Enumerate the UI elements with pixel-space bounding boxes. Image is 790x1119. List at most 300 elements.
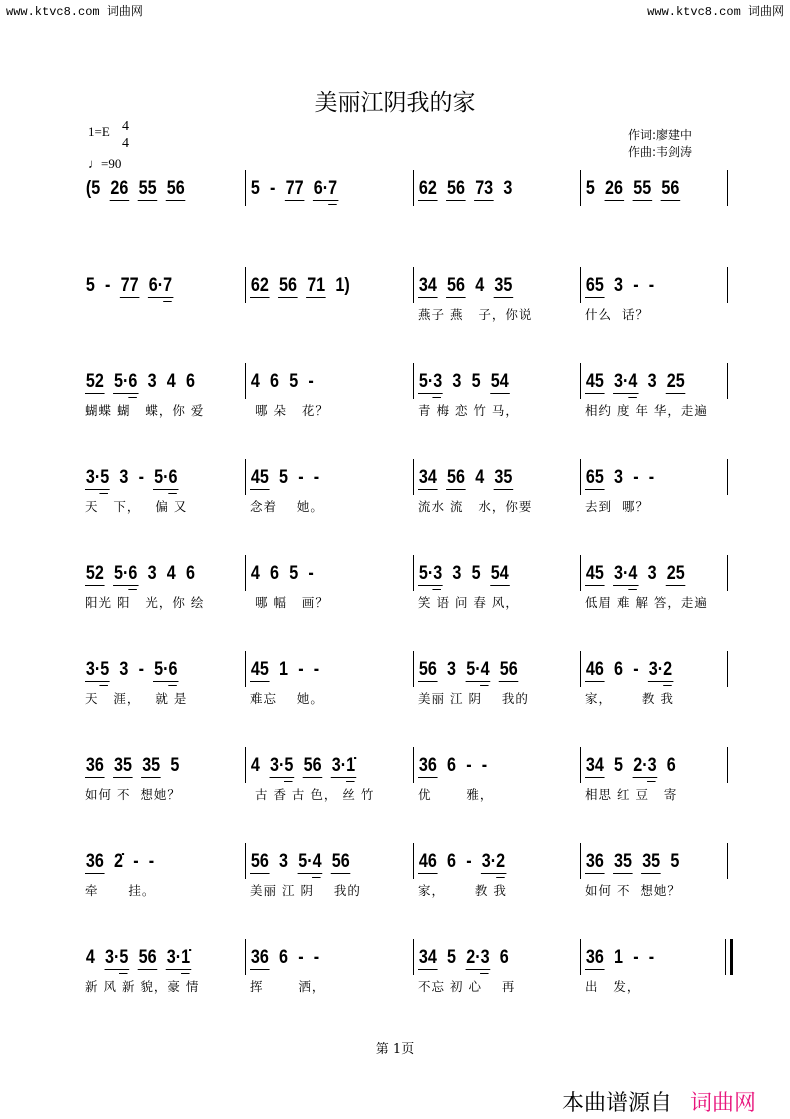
note-group: 34 (418, 275, 437, 296)
dash-note: - (138, 467, 144, 488)
note-group: 1 (279, 659, 289, 680)
measure-notes (250, 659, 320, 682)
score-system (85, 563, 735, 610)
measure-notes (250, 563, 315, 585)
barline (727, 555, 728, 591)
measure (85, 851, 167, 898)
measure (85, 563, 215, 610)
note-group: 1 (614, 947, 624, 968)
footer-source: 本曲谱源自 (562, 1091, 673, 1116)
measure (585, 275, 667, 322)
time-signature (122, 118, 129, 152)
measure-notes (250, 467, 320, 490)
note-group: 25 (666, 371, 685, 392)
lyrics: 什么 话？ (585, 307, 649, 322)
note-group: 73 (475, 178, 494, 199)
measure-notes (418, 659, 519, 682)
time-sig-top: 4 (122, 119, 129, 134)
barline (245, 267, 246, 303)
lyrics: 出 发， (585, 979, 641, 994)
note-group: 4 (475, 467, 485, 488)
note-group: 6 (447, 851, 457, 872)
note-group: 62 (250, 275, 269, 296)
note-group: 3·2 (648, 659, 673, 680)
note-group: 3·5 (105, 947, 129, 968)
barline (245, 459, 246, 495)
measure-notes (85, 755, 180, 778)
score-system (85, 275, 735, 322)
note-group: 56 (250, 851, 269, 872)
note-group: 5·6 (114, 563, 138, 584)
barline (580, 939, 581, 975)
note-group: 35 (494, 467, 513, 488)
note-group: 36 (585, 947, 604, 968)
score-system (85, 371, 735, 418)
note-group: 5 (170, 755, 180, 776)
measure-notes (418, 178, 513, 201)
note-group: 5 (585, 178, 595, 199)
note-group: 2·3 (466, 947, 490, 968)
note-group: 5·3 (418, 371, 443, 392)
dash-note: - (633, 659, 639, 680)
lyrics: 美丽 江 阴 我的 (418, 691, 529, 706)
measure (85, 178, 203, 208)
measure-notes (85, 851, 155, 874)
barline (727, 170, 728, 206)
lyrics: 古 香 古 色， 丝 竹 (250, 787, 375, 802)
lyrics: 阳光 阳 光，你 绘 (85, 595, 205, 610)
note-group: 71 (307, 275, 326, 296)
note-group: 5 (471, 563, 481, 584)
barline (245, 843, 246, 879)
note-group: 34 (418, 467, 437, 488)
measure (585, 659, 689, 706)
note-group: 3 (147, 371, 157, 392)
note-group: 56 (499, 659, 518, 680)
barline (245, 939, 246, 975)
note-group: 3 (503, 178, 513, 199)
lyrics: 相思 红 豆 寄 (585, 787, 678, 802)
dash-note: - (313, 467, 320, 488)
measure-notes (585, 659, 673, 682)
measure (585, 178, 697, 208)
key-signature: 1=E (88, 124, 110, 139)
note-group: 56 (447, 178, 465, 199)
note-group: 5 (85, 275, 95, 296)
note-group: 52 (85, 563, 104, 584)
note-group: 1) (335, 275, 350, 296)
note-group: 35 (614, 851, 632, 872)
measure-notes (585, 371, 686, 394)
measure-notes (250, 755, 356, 778)
lyrics: 优 雅， (418, 787, 494, 802)
note-group: 5 (289, 563, 299, 584)
note-group: 6 (447, 755, 457, 776)
measure-notes (418, 371, 510, 394)
dash-note: - (133, 851, 139, 872)
note-group: 56 (447, 467, 465, 488)
note-group: 5·6 (114, 371, 138, 392)
barline (580, 555, 581, 591)
measure-notes (585, 947, 655, 970)
measure (250, 371, 329, 418)
barline (580, 843, 581, 879)
barline (413, 170, 414, 206)
note-group: 4 (250, 563, 260, 584)
note-group: 55 (138, 178, 157, 199)
note-group: 56 (138, 947, 157, 968)
note-group: 36 (85, 755, 104, 776)
note-group: 55 (633, 178, 652, 199)
dash-note: - (633, 275, 639, 296)
barline (413, 939, 414, 975)
note-group: 45 (585, 371, 604, 392)
dash-note: - (308, 563, 314, 584)
lyrics: 如何 不 想她？ (85, 787, 181, 802)
tempo-marking: ♩=90 (88, 156, 122, 171)
measure (250, 178, 354, 208)
footer-brand: 词曲网 (690, 1091, 757, 1116)
note-group: 5·4 (298, 851, 322, 872)
note-group: 3 (147, 563, 157, 584)
lyrics: 笑 语 问 春 风， (418, 595, 519, 610)
final-repeat-barline (725, 939, 733, 975)
dash-note: - (270, 178, 276, 199)
note-group: 5·3 (418, 563, 443, 584)
dash-note: - (648, 947, 655, 968)
measure-notes (85, 371, 196, 394)
note-group: 4 (166, 371, 176, 392)
lyrics: 难忘 她。 (250, 691, 324, 706)
note-group: 5 (471, 371, 481, 392)
note-group: 45 (250, 467, 269, 488)
measure (418, 947, 526, 994)
note-group: 5 (670, 851, 680, 872)
measure (250, 659, 332, 706)
dash-note: - (308, 371, 314, 392)
score-system (85, 851, 735, 898)
note-group: 56 (331, 851, 350, 872)
measure-notes (418, 563, 510, 586)
dash-note: - (138, 659, 144, 680)
lyrics: 美丽 江 阴 我的 (250, 883, 361, 898)
measure (250, 947, 332, 994)
measure-notes (585, 275, 655, 298)
dash-note: - (633, 467, 639, 488)
note-group: 6 (270, 563, 280, 584)
dash-note: - (148, 851, 155, 872)
note-group: 25 (666, 563, 685, 584)
lyrics: 天 下， 偏 又 (85, 499, 188, 514)
barline (580, 267, 581, 303)
dash-note: - (105, 275, 111, 296)
measure (418, 659, 536, 706)
lyricist: 作词:廖建中 (628, 128, 693, 142)
barline (727, 651, 728, 687)
page-number: 第 1页 (375, 1042, 415, 1057)
measure (85, 659, 195, 706)
note-group: 4 (250, 755, 260, 776)
measure (85, 371, 215, 418)
lyrics: 挥 洒， (250, 979, 326, 994)
note-group: 6 (279, 947, 289, 968)
lyrics: 天 涯， 就 是 (85, 691, 188, 706)
measure-notes (250, 178, 338, 201)
note-group: 6 (185, 371, 195, 392)
note-group: 3 (119, 467, 129, 488)
lyrics: 青 梅 恋 竹 马， (418, 403, 519, 418)
note-group: 2̇ (114, 851, 124, 872)
note-group: 77 (120, 275, 139, 296)
note-group: 3 (452, 563, 462, 584)
score-system (85, 659, 735, 706)
note-group: 4 (85, 947, 95, 968)
measure-notes (250, 275, 351, 298)
note-group: 36 (250, 947, 269, 968)
dash-note: - (466, 851, 472, 872)
note-group: 5 (447, 947, 457, 968)
measure (250, 275, 368, 305)
measure-notes (418, 851, 506, 874)
note-group: 3·1̇ (331, 755, 356, 776)
measure (585, 467, 667, 514)
note-group: 56 (279, 275, 297, 296)
lyrics: 哪 幅 画？ (250, 595, 329, 610)
note-group: 34 (585, 755, 604, 776)
measure (85, 467, 195, 514)
note-group: 4 (475, 275, 485, 296)
watermark-right: www.ktvc8.com 词曲网 (647, 5, 784, 19)
note-group: 3 (647, 563, 657, 584)
note-group: 36 (85, 851, 104, 872)
note-group: 52 (85, 371, 104, 392)
note-group: 56 (303, 755, 322, 776)
note-group: 3 (279, 851, 289, 872)
dash-note: - (648, 275, 655, 296)
note-group: 45 (250, 659, 269, 680)
note-group: 56 (418, 659, 437, 680)
barline (245, 170, 246, 206)
measure (585, 755, 693, 802)
barline (245, 363, 246, 399)
barline (727, 459, 728, 495)
song-title: 美丽江阴我的家 (314, 90, 476, 116)
note-group: 35 (114, 755, 132, 776)
measure-notes (418, 947, 510, 970)
note-group: 65 (585, 275, 604, 296)
note-group: 3·2 (481, 851, 506, 872)
measure-notes (85, 563, 196, 586)
barline (727, 363, 728, 399)
dash-note: - (633, 947, 639, 968)
lyrics: 新 风 新 貌，豪 情 (85, 979, 200, 994)
measure (418, 755, 500, 802)
measure-notes (585, 851, 680, 874)
note-group: 5·6 (154, 467, 178, 488)
measure (418, 851, 522, 898)
barline (580, 459, 581, 495)
note-group: 5 (614, 755, 624, 776)
note-group: 65 (585, 467, 604, 488)
footer-credit (562, 1086, 756, 1117)
measure-notes (418, 755, 488, 778)
note-group: 35 (142, 755, 161, 776)
note-group: 46 (585, 659, 604, 680)
lyrics: 念着 她。 (250, 499, 324, 514)
note-group: 3 (447, 659, 457, 680)
barline (580, 651, 581, 687)
note-group: 4 (166, 563, 176, 584)
lyrics: 蝴蝶 蝴 蝶，你 爱 (85, 403, 205, 418)
note-group: 3 (647, 371, 657, 392)
note-group: 46 (418, 851, 437, 872)
barline (413, 363, 414, 399)
dash-note: - (298, 659, 304, 680)
note-group: 5 (250, 178, 260, 199)
barline (413, 555, 414, 591)
dash-note: - (466, 755, 472, 776)
note-group: 6 (270, 371, 280, 392)
measure (585, 851, 697, 898)
barline (580, 363, 581, 399)
lyrics: 家， 教 我 (418, 883, 507, 898)
note-group: 35 (642, 851, 661, 872)
note-group: 2·3 (633, 755, 657, 776)
note-group: 6·7 (148, 275, 173, 296)
measure-notes (85, 467, 178, 490)
note-group: 3 (452, 371, 462, 392)
note-group: 3 (614, 275, 624, 296)
barline (580, 747, 581, 783)
note-group: 3 (119, 659, 129, 680)
note-group: 3·4 (614, 371, 638, 392)
note-group: 3·5 (85, 467, 110, 488)
barline (413, 267, 414, 303)
lyrics: 哪 朵 花？ (250, 403, 329, 418)
note-group: 6 (185, 563, 195, 584)
note-group: 5 (289, 371, 299, 392)
composer: 作曲:韦剑涛 (628, 145, 693, 159)
note-group: 56 (166, 178, 185, 199)
note-group: 3·4 (614, 563, 638, 584)
dash-note: - (298, 467, 304, 488)
measure (585, 947, 667, 994)
note-group: 5 (279, 467, 289, 488)
note-group: 26 (605, 178, 624, 199)
measure (85, 275, 189, 305)
measure (250, 467, 332, 514)
barline (245, 651, 246, 687)
measure (418, 371, 526, 418)
measure-notes (585, 467, 655, 490)
note-group: 56 (447, 275, 465, 296)
barline (245, 555, 246, 591)
note-group: 35 (494, 275, 513, 296)
lyrics: 低眉 难 解 答，走遍 (585, 595, 708, 610)
dash-note: - (313, 659, 320, 680)
note-group: 36 (585, 851, 604, 872)
barline (413, 843, 414, 879)
measure (250, 755, 375, 802)
note-group: 3 (614, 467, 624, 488)
note-group: 56 (661, 178, 680, 199)
barline (727, 267, 728, 303)
lyrics: 家， 教 我 (585, 691, 674, 706)
lyrics: 燕子 燕 子，你说 (418, 307, 533, 322)
score-system (85, 467, 735, 514)
note-group: 54 (490, 563, 509, 584)
measure-notes (585, 178, 680, 201)
measure (250, 563, 329, 610)
lyrics: 不忘 初 心 再 (418, 979, 516, 994)
dash-note: - (481, 755, 488, 776)
measure (585, 563, 708, 610)
time-sig-bottom: 4 (122, 136, 129, 151)
measure (418, 275, 533, 322)
note-group: 4 (250, 371, 260, 392)
barline (413, 747, 414, 783)
note-group: 26 (110, 178, 129, 199)
dash-note: - (313, 947, 320, 968)
score-system (85, 947, 735, 994)
note-group: (5 (85, 178, 101, 199)
measure-notes (585, 563, 686, 586)
note-group: 54 (490, 371, 509, 392)
note-group: 3·5 (85, 659, 110, 680)
lyrics: 相约 度 年 华，走遍 (585, 403, 708, 418)
measure (418, 563, 526, 610)
barline (727, 843, 728, 879)
note-group: 3·1̇ (166, 947, 191, 968)
note-group: 5·6 (154, 659, 178, 680)
measure-notes (85, 659, 178, 682)
measure-notes (418, 275, 513, 298)
dash-note: - (648, 467, 655, 488)
watermark-left: www.ktvc8.com 词曲网 (6, 5, 143, 19)
barline (245, 747, 246, 783)
lyrics: 流水 流 水，你要 (418, 499, 533, 514)
measure-notes (85, 178, 186, 201)
note-group: 45 (585, 563, 604, 584)
note-group: 3·5 (270, 755, 294, 776)
measure-notes (585, 755, 677, 778)
measure (418, 178, 530, 208)
barline (580, 170, 581, 206)
measure-notes (250, 851, 351, 874)
measure (585, 371, 708, 418)
measure (85, 947, 210, 994)
note-group: 77 (285, 178, 304, 199)
note-group: 6 (666, 755, 676, 776)
lyrics: 去到 哪？ (585, 499, 649, 514)
dash-note: - (298, 947, 304, 968)
barline (727, 747, 728, 783)
score-system (85, 178, 735, 208)
lyrics: 牵 挂。 (85, 883, 156, 898)
note-group: 5·4 (466, 659, 490, 680)
note-group: 6 (614, 659, 624, 680)
barline (413, 651, 414, 687)
note-group: 6·7 (313, 178, 338, 199)
note-group: 36 (418, 755, 437, 776)
measure (418, 467, 533, 514)
lyrics: 如何 不 想她？ (585, 883, 681, 898)
measure-notes (418, 467, 513, 490)
measure (250, 851, 368, 898)
credits (628, 127, 692, 161)
note-group: 6 (499, 947, 509, 968)
score-system (85, 755, 735, 802)
